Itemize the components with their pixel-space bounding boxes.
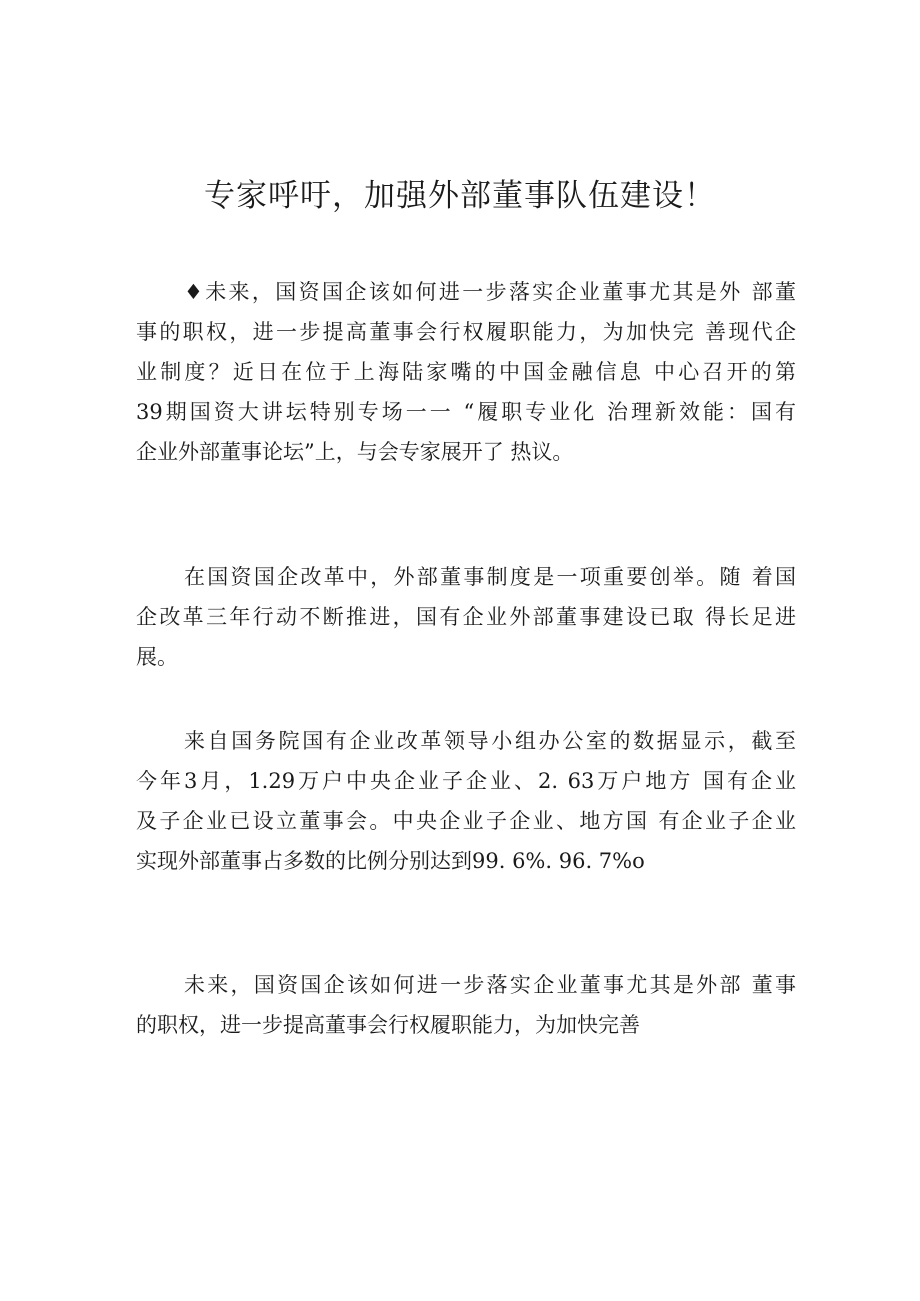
paragraph-line: 39期国资大讲坛特别专场一一 “履职专业化 治理新效能：国有 xyxy=(136,400,796,424)
paragraph-line: 来自国务院国有企业改革领导小组办公室的数据显示，截至 xyxy=(184,729,796,753)
paragraph-line: ♦未来，国资国企该如何进一步落实企业董事尤其是外 部董 xyxy=(184,280,796,304)
paragraph-line: 今年3月，1.29万户中央企业子企业、2. 63万户地方 国有企业 xyxy=(136,769,796,793)
paragraph-line: 展。 xyxy=(136,645,178,669)
page-title: 专家呼吁，加强外部董事队伍建设！ xyxy=(204,178,716,214)
paragraph-line: 实现外部董事占多数的比例分别达到99. 6%. 96. 7%o xyxy=(136,849,645,873)
paragraph-reform xyxy=(136,557,796,677)
paragraph-future xyxy=(136,965,796,1045)
paragraph-line: 及子企业已设立董事会。中央企业子企业、地方国 有企业子企业 xyxy=(136,809,796,833)
paragraph-statistics xyxy=(136,721,796,881)
paragraph-line: 业制度？近日在位于上海陆家嘴的中国金融信息 中心召开的第 xyxy=(136,360,796,384)
paragraph-line: 未来，国资国企该如何进一步落实企业董事尤其是外部 董事 xyxy=(184,973,796,997)
paragraph-line: 在国资国企改革中，外部董事制度是一项重要创举。随 着国 xyxy=(184,565,796,589)
paragraph-line: 的职权，进一步提高董事会行权履职能力，为加快完善 xyxy=(136,1013,640,1037)
paragraph-line: 企业外部董事论坛”上，与会专家展开了 热议。 xyxy=(136,440,574,464)
paragraph-line: 企改革三年行动不断推进，国有企业外部董事建设已取 得长足进 xyxy=(136,605,796,629)
paragraph-intro xyxy=(136,272,796,472)
paragraph-line: 事的职权，进一步提高董事会行权履职能力，为加快完 善现代企 xyxy=(136,320,796,344)
